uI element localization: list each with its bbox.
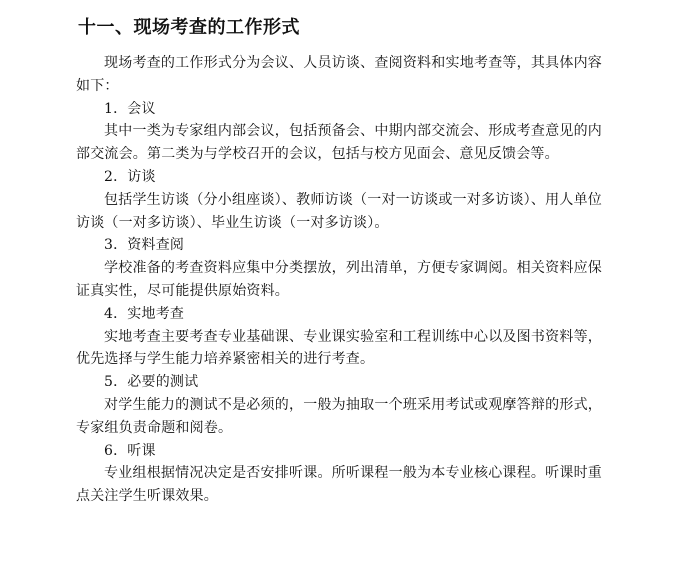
paragraph-necessary-test: 对学生能力的测试不是必须的，一般为抽取一个班采用考试或观摩答辩的形式，专家组负责命题和阅卷。 (76, 396, 602, 436)
paragraph-document-review: 学校准备的考查资料应集中分类摆放，列出清单，方便专家调阅。相关资料应保证真实性，尽可能提供原始资料。 (76, 260, 602, 299)
heading-site-inspection: 4．实地考查 (104, 305, 185, 322)
paragraph-interview: 包括学生访谈（分小组座谈）、教师访谈（一对一访谈或一对多访谈）、用人单位访谈（一对多访谈）、毕业生访谈（一对多访谈）。 (76, 191, 602, 231)
paragraph-meeting: 其中一类为专家组内部会议，包括预备会、中期内部交流会、形成考查意见的内部交流会。第二类为与学校召开的会议，包括与校方见面会、意见反馈会等。 (76, 123, 602, 163)
paragraph-class-observation: 专业组根据情况决定是否安排听课。所听课程一般为本专业核心课程。听课时重点关注学生听课效果。 (76, 465, 602, 505)
intro-paragraph: 现场考查的工作形式分为会议、人员访谈、查阅资料和实地考查等，其具体内容如下： (76, 55, 602, 94)
heading-interview: 2．访谈 (104, 168, 156, 185)
heading-meeting: 1．会议 (104, 100, 156, 117)
section-title: 十一、现场考查的工作形式 (78, 17, 300, 38)
document-content (76, 52, 602, 508)
heading-class-observation: 6．听课 (104, 442, 156, 459)
heading-necessary-test: 5．必要的测试 (104, 374, 199, 391)
heading-document-review: 3．资料查阅 (104, 237, 185, 254)
paragraph-site-inspection: 实地考查主要考查专业基础课、专业课实验室和工程训练中心以及图书资料等，优先选择与学生能力培养紧密相关的进行考查。 (76, 328, 602, 368)
